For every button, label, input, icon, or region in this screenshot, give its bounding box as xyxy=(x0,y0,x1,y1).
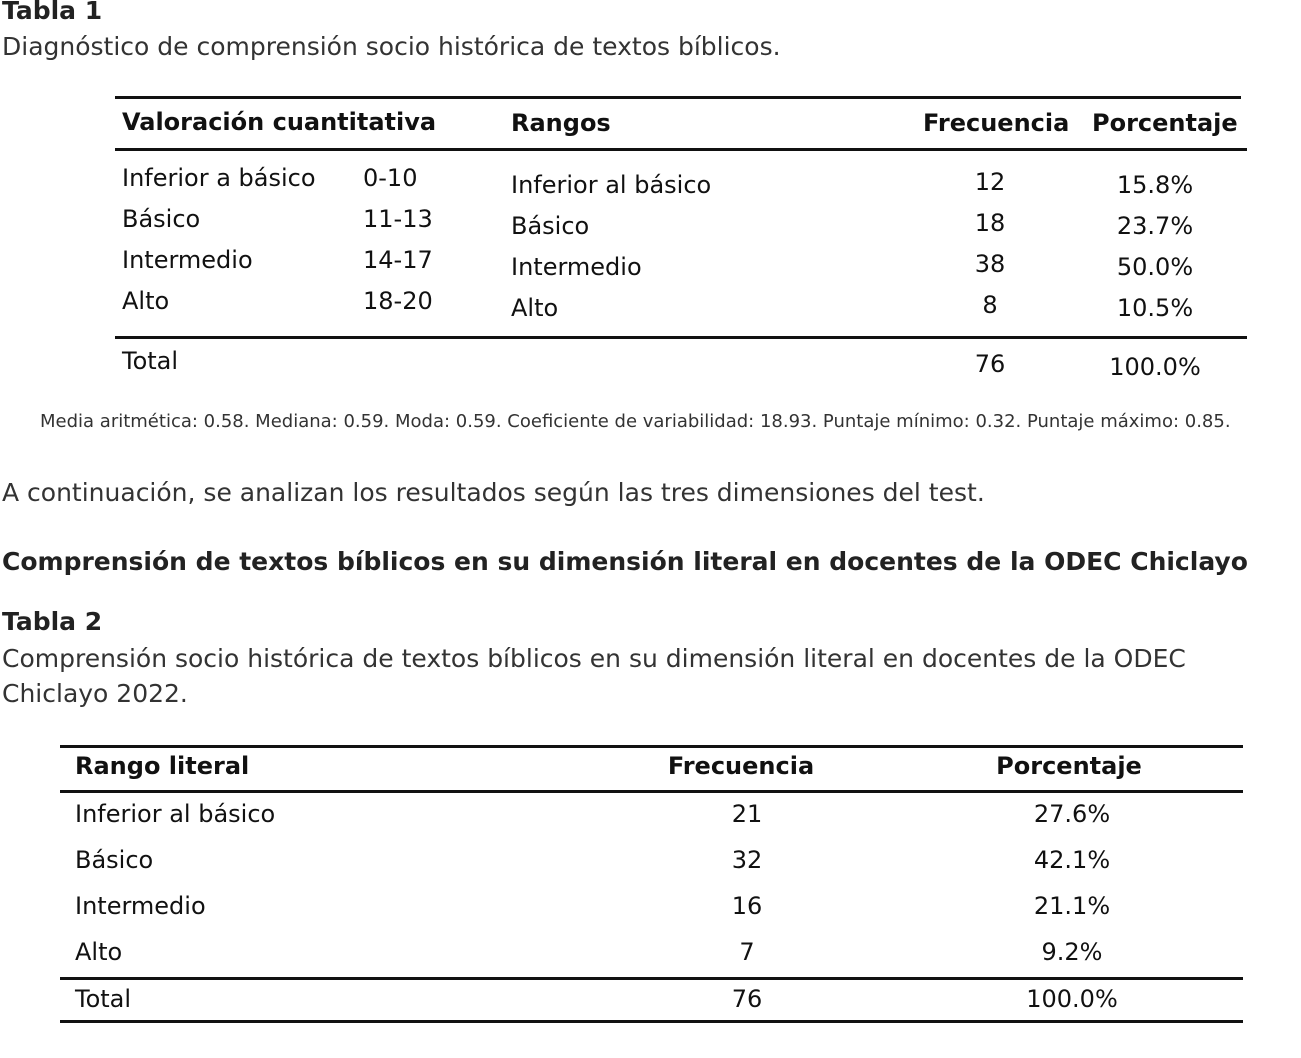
table2-total-rule xyxy=(60,977,1243,980)
table1-row-rango: Inferior al básico xyxy=(511,171,712,199)
table1-total-rule xyxy=(115,336,1247,339)
table1-row-frecuencia: 18 xyxy=(974,209,1006,237)
table2-row-porcentaje: 42.1% xyxy=(1033,846,1111,874)
table2-row-porcentaje: 21.1% xyxy=(1033,892,1111,920)
table1-row-valoracion: Intermedio xyxy=(122,246,253,274)
table1-row-rango: Intermedio xyxy=(511,253,642,281)
section-heading: Comprensión de textos bíblicos en su dimensión literal en docentes de la ODEC Chiclayo xyxy=(2,547,1248,576)
table1-header-rule xyxy=(115,148,1247,151)
table2-header-rango: Rango literal xyxy=(75,752,250,780)
table2-row-porcentaje: 9.2% xyxy=(1041,938,1103,966)
table2-label: Tabla 2 xyxy=(2,607,103,636)
table2-row-rango: Intermedio xyxy=(75,892,206,920)
table1-row-porcentaje: 50.0% xyxy=(1116,253,1194,281)
table2-header-rule xyxy=(60,790,1243,793)
table1-row-valoracion: Básico xyxy=(122,205,201,233)
table1-row-porcentaje: 23.7% xyxy=(1116,212,1194,240)
table2-row-frecuencia: 21 xyxy=(731,800,763,828)
table1-row-porcentaje: 15.8% xyxy=(1116,171,1194,199)
table2-bottom-rule xyxy=(60,1020,1243,1023)
table2-row-frecuencia: 32 xyxy=(731,846,763,874)
table2-row-rango: Alto xyxy=(75,938,123,966)
table2-total-label: Total xyxy=(75,985,132,1013)
table1-row-puntaje: 14-17 xyxy=(363,246,433,274)
table2-caption-line1: Comprensión socio histórica de textos bíblicos en su dimensión literal en docentes de la ODEC xyxy=(2,644,1186,673)
table2-total-frecuencia: 76 xyxy=(731,985,763,1013)
table1-header-porcentaje: Porcentaje xyxy=(1092,109,1238,137)
table1-row-porcentaje: 10.5% xyxy=(1116,294,1194,322)
table1-row-rango: Básico xyxy=(511,212,590,240)
table2-row-porcentaje: 27.6% xyxy=(1033,800,1111,828)
table1-total-frecuencia: 76 xyxy=(974,350,1006,378)
table2-row-frecuencia: 7 xyxy=(739,938,755,966)
table1-row-puntaje: 18-20 xyxy=(363,287,433,315)
table1-row-rango: Alto xyxy=(511,294,559,322)
table1-note: Media aritmética: 0.58. Mediana: 0.59. Moda: 0.59. Coeficiente de variabilidad: 18.93. Puntaje mínimo: 0.32. Puntaje máximo: 0.85. xyxy=(40,411,1231,432)
table1-row-frecuencia: 12 xyxy=(974,168,1006,196)
table1-row-puntaje: 0-10 xyxy=(363,164,418,192)
table1-total-label: Total xyxy=(122,347,179,375)
table2-row-frecuencia: 16 xyxy=(731,892,763,920)
table1-row-frecuencia: 38 xyxy=(974,250,1006,278)
body-paragraph: A continuación, se analizan los resultados según las tres dimensiones del test. xyxy=(2,478,985,507)
table2-caption-line2: Chiclayo 2022. xyxy=(2,679,188,708)
table1-header-valoracion: Valoración cuantitativa xyxy=(122,108,437,136)
table2-header-frecuencia: Frecuencia xyxy=(667,752,815,780)
table1-caption: Diagnóstico de comprensión socio histórica de textos bíblicos. xyxy=(2,32,781,61)
table2-row-rango: Básico xyxy=(75,846,154,874)
table1-row-frecuencia: 8 xyxy=(982,291,998,319)
table1-row-valoracion: Alto xyxy=(122,287,170,315)
table2-total-porcentaje: 100.0% xyxy=(1026,985,1118,1013)
table1-row-valoracion: Inferior a básico xyxy=(122,164,316,192)
table1-top-rule xyxy=(115,96,1241,99)
table2-row-rango: Inferior al básico xyxy=(75,800,276,828)
table1-label: Tabla 1 xyxy=(2,0,103,25)
table1-row-puntaje: 11-13 xyxy=(363,205,433,233)
table1-header-rangos: Rangos xyxy=(511,109,611,137)
table1-header-frecuencia: Frecuencia xyxy=(923,109,1070,137)
table2-top-rule xyxy=(60,745,1243,748)
table2-header-porcentaje: Porcentaje xyxy=(996,752,1142,780)
table1-total-porcentaje: 100.0% xyxy=(1109,353,1201,381)
